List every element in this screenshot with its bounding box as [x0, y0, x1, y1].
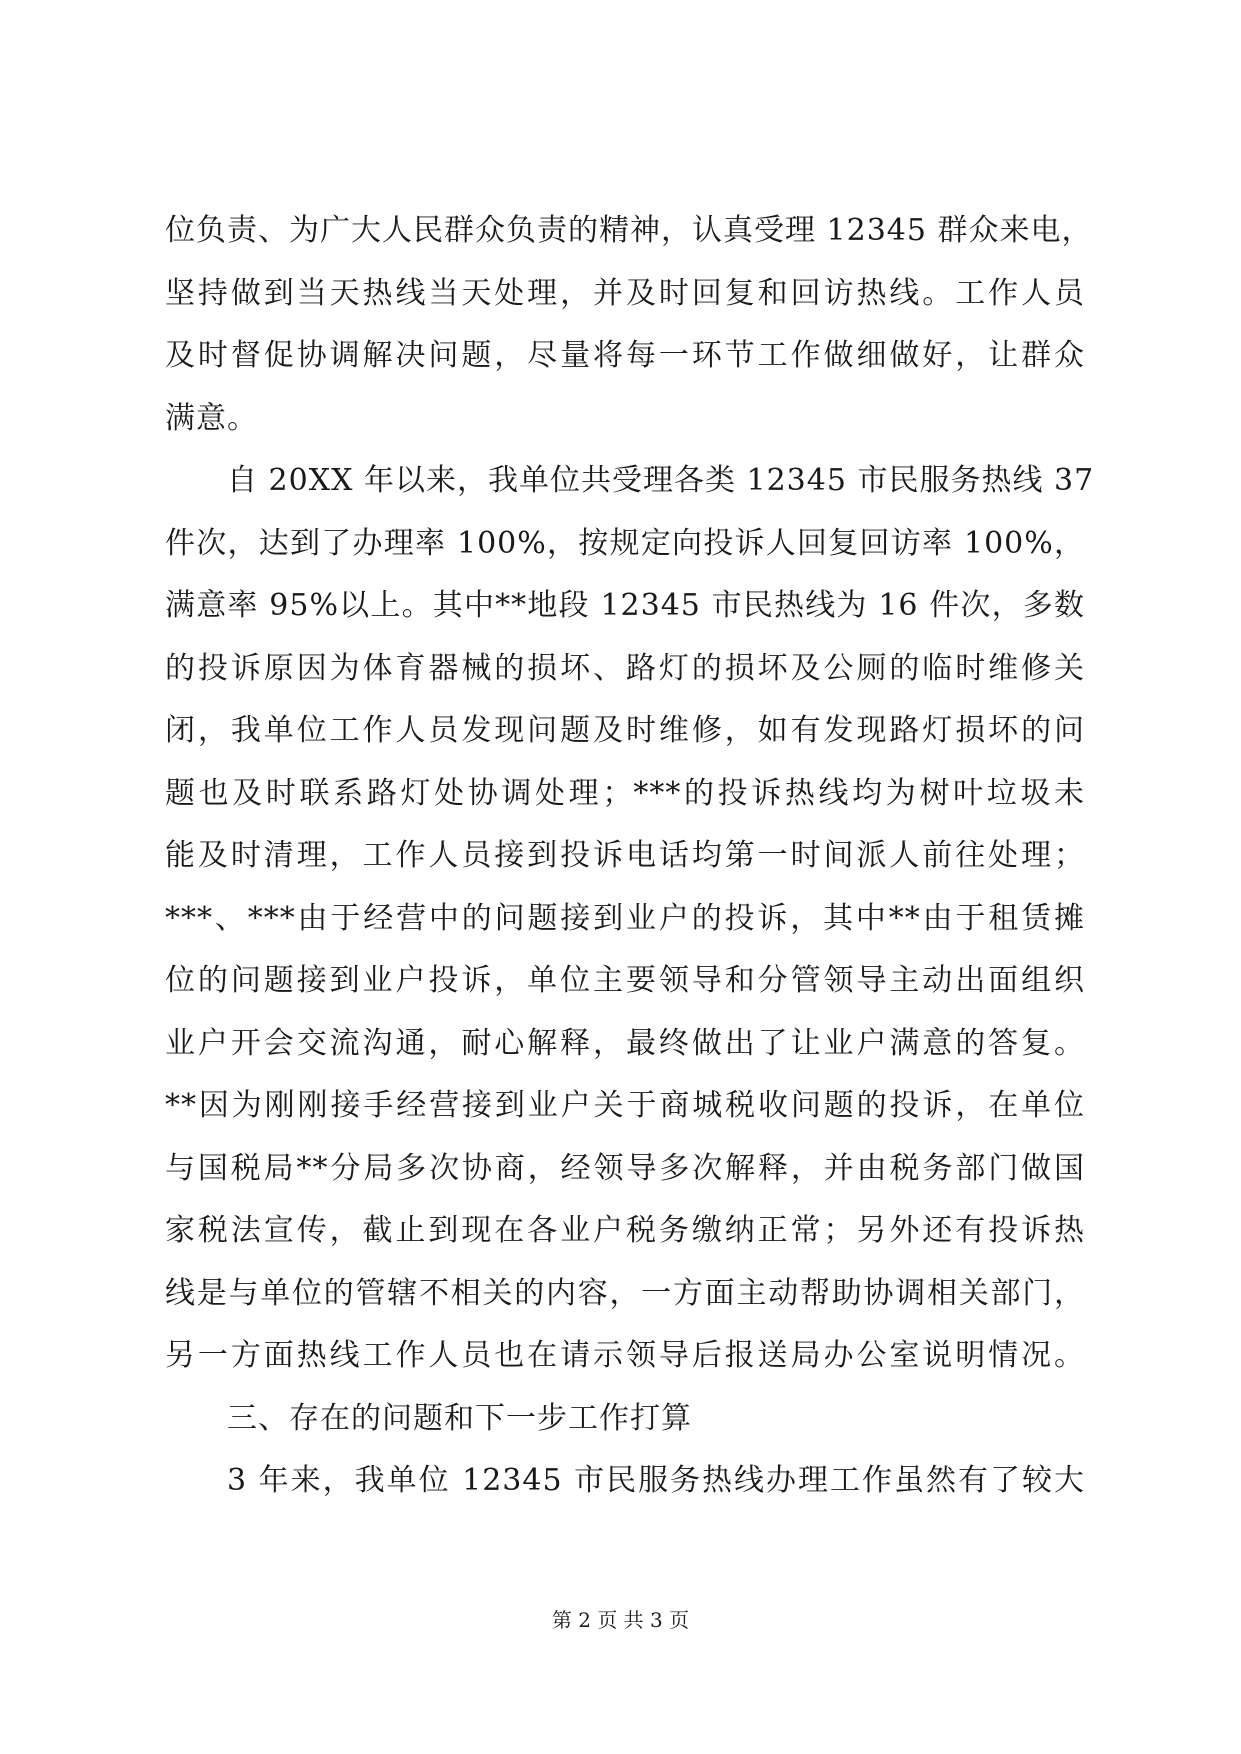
text-line: ***、***由于经营中的问题接到业户的投诉，其中**由于租赁摊 [165, 900, 1085, 936]
text-line: 及时督促协调解决问题，尽量将每一环节工作做细做好，让群众 [165, 338, 1085, 373]
text-line: 家税法宣传，截止到现在各业户税务缴纳正常；另外还有投诉热 [165, 1213, 1085, 1248]
document-body [165, 200, 1095, 1513]
text-line: 满意。 [165, 400, 258, 436]
paragraph-start-line: 3 年来，我单位 12345 市民服务热线办理工作虽然有了较大 [227, 1463, 1085, 1498]
text-line: **因为刚刚接手经营接到业户关于商城税收问题的投诉，在单位 [165, 1088, 1085, 1123]
text-line: 另一方面热线工作人员也在请示领导后报送局办公室说明情况。 [165, 1338, 1085, 1373]
text-line: 的投诉原因为体育器械的损坏、路灯的损坏及公厕的临时维修关 [165, 650, 1085, 686]
section-heading: 三、存在的问题和下一步工作打算 [227, 1400, 692, 1436]
text-line: 题也及时联系路灯处协调处理；***的投诉热线均为树叶垃圾未 [165, 775, 1085, 811]
text-line: 与国税局**分局多次协商，经领导多次解释，并由税务部门做国 [165, 1150, 1085, 1186]
text-line: 件次，达到了办理率 100%，按规定向投诉人回复回访率 100%， [165, 525, 1085, 561]
text-line: 满意率 95%以上。其中**地段 12345 市民热线为 16 件次，多数 [165, 588, 1085, 623]
text-line: 线是与单位的管辖不相关的内容，一方面主动帮助协调相关部门， [165, 1275, 1085, 1311]
text-line: 坚持做到当天热线当天处理，并及时回复和回访热线。工作人员 [165, 275, 1085, 311]
text-line: 闭，我单位工作人员发现问题及时维修，如有发现路灯损坏的问 [165, 713, 1085, 748]
text-line: 业户开会交流沟通，耐心解释，最终做出了让业户满意的答复。 [165, 1025, 1085, 1061]
paragraph-start-line: 自 20XX 年以来，我单位共受理各类 12345 市民服务热线 37 [227, 463, 1095, 498]
text-line: 能及时清理，工作人员接到投诉电话均第一时间派人前往处理； [165, 838, 1085, 873]
page-number-footer: 第 2 页 共 3 页 [551, 1608, 690, 1632]
text-line: 位负责、为广大人民群众负责的精神，认真受理 12345 群众来电， [165, 213, 1093, 248]
text-line: 位的问题接到业户投诉，单位主要领导和分管领导主动出面组织 [165, 963, 1085, 998]
